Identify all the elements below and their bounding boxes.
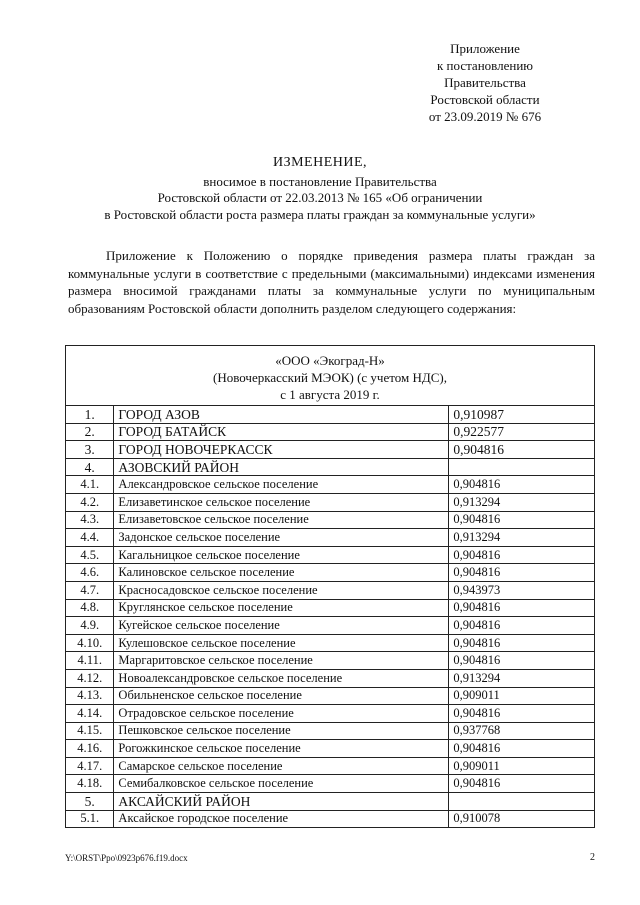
row-name: ГОРОД АЗОВ <box>114 406 449 424</box>
table-row <box>66 687 595 705</box>
row-value: 0,909011 <box>449 757 595 775</box>
table-row <box>66 810 595 828</box>
row-value: 0,904816 <box>449 564 595 582</box>
row-name: Рогожкинское сельское поселение <box>114 740 449 758</box>
row-value: 0,937768 <box>449 722 595 740</box>
row-number: 3. <box>66 441 114 459</box>
row-value: 0,913294 <box>449 669 595 687</box>
row-number: 5. <box>66 793 114 811</box>
table-row <box>66 793 595 811</box>
table-row <box>66 406 595 424</box>
appendix-line: Правительства <box>444 75 526 90</box>
intro-paragraph: Приложение к Положению о порядке приведения размера платы граждан за коммунальные услуги в соответствие с предельными (максимальными) индексами изменения размера вносимой гражданами платы за коммунальные услуги по муниципальным образованиям Ростовской области дополнить разделом следующего содержания: <box>68 248 595 316</box>
row-name: Елизаветовское сельское поселение <box>114 511 449 529</box>
table-row <box>66 441 595 459</box>
row-number: 4.17. <box>66 757 114 775</box>
row-value <box>449 793 595 811</box>
row-number: 1. <box>66 406 114 424</box>
file-path: Y:\ORST\Ppo\0923p676.f19.docx <box>65 853 188 863</box>
row-number: 4.15. <box>66 722 114 740</box>
row-name: Красносадовское сельское поселение <box>114 581 449 599</box>
row-number: 4.10. <box>66 634 114 652</box>
title-line: Ростовской области от 22.03.2013 № 165 «Об ограничении <box>157 190 483 205</box>
row-name: Новоалександровское сельское поселение <box>114 669 449 687</box>
table-row <box>66 423 595 441</box>
title-heading: ИЗМЕНЕНИЕ, <box>272 155 368 170</box>
row-name: Александровское сельское поселение <box>114 476 449 494</box>
row-name: Маргаритовское сельское поселение <box>114 652 449 670</box>
page-number: 2 <box>590 852 595 863</box>
row-number: 4.3. <box>66 511 114 529</box>
row-value: 0,909011 <box>449 687 595 705</box>
row-value: 0,904816 <box>449 775 595 793</box>
row-number: 4.4. <box>66 529 114 547</box>
row-value: 0,910078 <box>449 810 595 828</box>
row-name: АЗОВСКИЙ РАЙОН <box>114 458 449 476</box>
row-value: 0,913294 <box>449 529 595 547</box>
row-value: 0,910987 <box>449 406 595 424</box>
row-number: 4.13. <box>66 687 114 705</box>
row-value: 0,904816 <box>449 441 595 459</box>
row-value: 0,904816 <box>449 652 595 670</box>
table-header-row <box>66 346 595 406</box>
table-row <box>66 546 595 564</box>
row-value: 0,904816 <box>449 476 595 494</box>
table-row <box>66 458 595 476</box>
table-row <box>66 511 595 529</box>
row-name: Кагальницкое сельское поселение <box>114 546 449 564</box>
title-line: в Ростовской области роста размера платы граждан за коммунальные услуги» <box>104 206 536 222</box>
row-name: Самарское сельское поселение <box>114 757 449 775</box>
row-value: 0,943973 <box>449 581 595 599</box>
row-number: 4.5. <box>66 546 114 564</box>
appendix-block <box>405 40 565 125</box>
row-number: 4.2. <box>66 493 114 511</box>
appendix-line: Ростовской области <box>430 92 540 107</box>
row-name: Аксайское городское поселение <box>114 810 449 828</box>
table-row <box>66 581 595 599</box>
row-name: ГОРОД БАТАЙСК <box>114 423 449 441</box>
document-title <box>60 155 580 223</box>
row-number: 4.11. <box>66 652 114 670</box>
row-number: 4.6. <box>66 564 114 582</box>
appendix-line: Приложение <box>450 41 520 56</box>
appendix-line: от 23.09.2019 № 676 <box>428 109 542 124</box>
row-value: 0,904816 <box>449 740 595 758</box>
row-value: 0,913294 <box>449 493 595 511</box>
title-line: вносимое в постановление Правительства <box>203 173 437 189</box>
table-row <box>66 669 595 687</box>
row-name: Елизаветинское сельское поселение <box>114 493 449 511</box>
appendix-line: к постановлению <box>436 58 534 73</box>
table-row <box>66 740 595 758</box>
row-number: 4.12. <box>66 669 114 687</box>
table-row <box>66 775 595 793</box>
row-value <box>449 458 595 476</box>
row-number: 5.1. <box>66 810 114 828</box>
row-value: 0,904816 <box>449 546 595 564</box>
row-number: 2. <box>66 423 114 441</box>
row-number: 4.8. <box>66 599 114 617</box>
row-name: АКСАЙСКИЙ РАЙОН <box>114 793 449 811</box>
table-row <box>66 564 595 582</box>
table-header-line: (Новочеркасский МЭОК) (с учетом НДС), <box>213 370 447 385</box>
row-name: Семибалковское сельское поселение <box>114 775 449 793</box>
row-number: 4.14. <box>66 705 114 723</box>
row-name: Кулешовское сельское поселение <box>114 634 449 652</box>
row-number: 4. <box>66 458 114 476</box>
row-name: Отрадовское сельское поселение <box>114 705 449 723</box>
row-name: Калиновское сельское поселение <box>114 564 449 582</box>
table-header-line: с 1 августа 2019 г. <box>280 387 380 402</box>
table-row <box>66 617 595 635</box>
table-row <box>66 634 595 652</box>
table-row <box>66 757 595 775</box>
table-row <box>66 652 595 670</box>
row-value: 0,904816 <box>449 617 595 635</box>
row-number: 4.9. <box>66 617 114 635</box>
row-number: 4.7. <box>66 581 114 599</box>
rates-table <box>65 345 595 828</box>
row-name: Пешковское сельское поселение <box>114 722 449 740</box>
row-value: 0,904816 <box>449 599 595 617</box>
row-value: 0,904816 <box>449 634 595 652</box>
table-body <box>66 406 595 828</box>
table-header <box>66 346 595 406</box>
table-row <box>66 529 595 547</box>
row-name: Круглянское сельское поселение <box>114 599 449 617</box>
row-name: Обильненское сельское поселение <box>114 687 449 705</box>
row-value: 0,922577 <box>449 423 595 441</box>
row-number: 4.16. <box>66 740 114 758</box>
row-value: 0,904816 <box>449 511 595 529</box>
row-name: Кугейское сельское поселение <box>114 617 449 635</box>
row-number: 4.18. <box>66 775 114 793</box>
table-row <box>66 705 595 723</box>
table-row <box>66 722 595 740</box>
table-row <box>66 599 595 617</box>
table-row <box>66 476 595 494</box>
table-row <box>66 493 595 511</box>
table-header-line: «ООО «Экоград-Н» <box>275 353 385 368</box>
row-number: 4.1. <box>66 476 114 494</box>
row-value: 0,904816 <box>449 705 595 723</box>
row-name: ГОРОД НОВОЧЕРКАССК <box>114 441 449 459</box>
row-name: Задонское сельское поселение <box>114 529 449 547</box>
